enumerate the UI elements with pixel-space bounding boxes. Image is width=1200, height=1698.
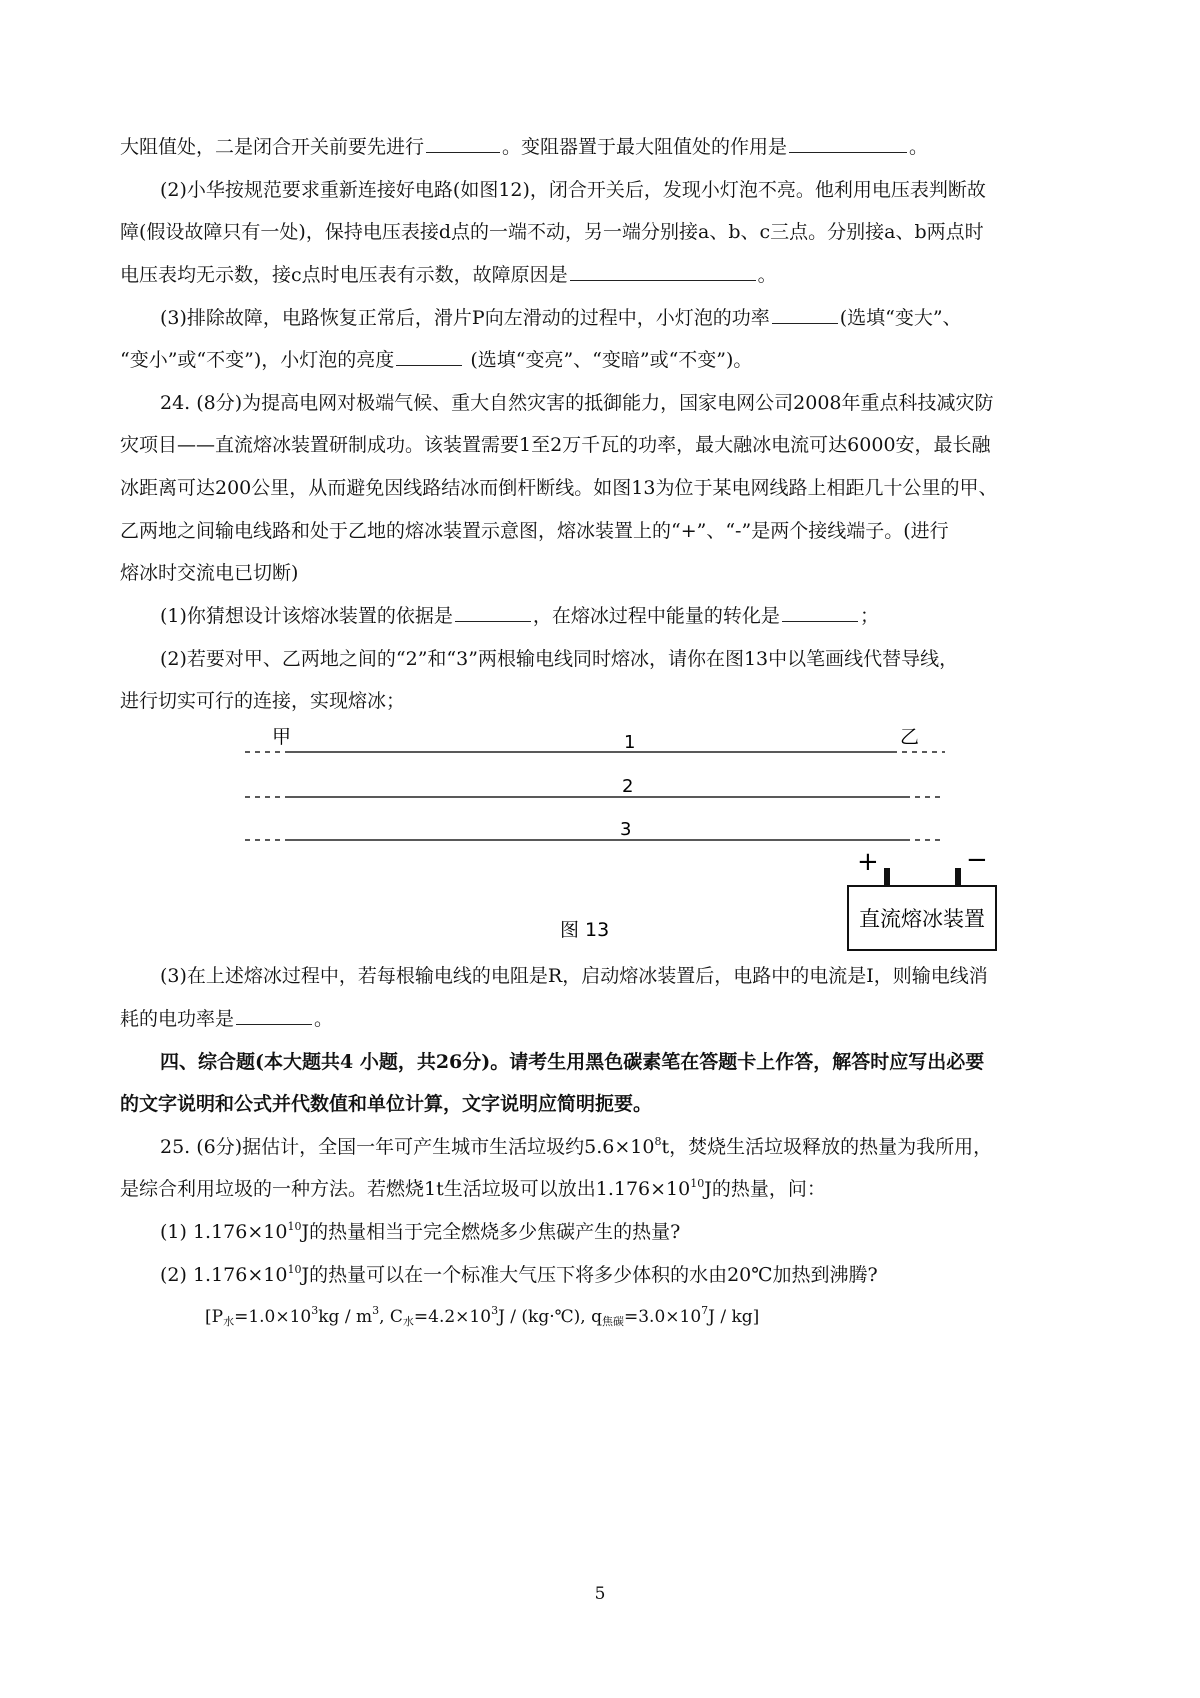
superscript: 3 <box>372 1304 380 1317</box>
q24-line5 <box>120 560 1080 586</box>
answer-blank[interactable] <box>396 347 462 366</box>
q23-part3-line2 <box>120 347 1080 373</box>
subscript: 水 <box>223 1315 235 1328</box>
text: 电压表均无示数，接c点时电压表有示数，故障原因是 <box>120 264 568 286</box>
answer-blank[interactable] <box>570 262 756 281</box>
text: 熔冰时交流电已切断) <box>120 562 299 584</box>
text: (选填“变大”、 <box>839 307 962 329</box>
text: 。 <box>909 136 929 158</box>
wire-1-label: 1 <box>624 732 636 753</box>
text: 是综合利用垃圾的一种方法。若燃烧1t生活垃圾可以放出1.176×10 <box>120 1178 691 1200</box>
q24-part1 <box>160 603 1120 629</box>
q25-part2 <box>160 1262 1120 1288</box>
text: t，焚烧生活垃圾释放的热量为我所用， <box>661 1136 993 1158</box>
superscript: 3 <box>491 1304 499 1317</box>
q25-line1 <box>160 1134 1120 1160</box>
section4-heading-line1 <box>160 1049 1120 1075</box>
figure-13-caption: 图 13 <box>560 919 610 941</box>
text: 大阻值处，二是闭合开关前要先进行 <box>120 136 425 158</box>
text: (3)在上述熔冰过程中，若每根输电线的电阻是R，启动熔冰装置后，电路中的电流是I，则输电线消 <box>160 965 988 987</box>
text: 乙两地之间输电线路和处于乙地的熔冰装置示意图，熔冰装置上的“+”、“-”是两个接线端子。(进行 <box>120 520 949 542</box>
text: 。 <box>314 1008 334 1030</box>
q24-part2-line2 <box>120 688 1080 714</box>
q23-part3-line1 <box>160 305 1120 331</box>
minus-terminal-label: − <box>966 845 988 875</box>
wire-2-label: 2 <box>622 776 634 797</box>
text: J / (kg·℃), q <box>498 1307 602 1327</box>
text: =1.0×10 <box>234 1307 312 1327</box>
plus-terminal[interactable] <box>884 868 890 887</box>
superscript: 10 <box>287 1263 302 1276</box>
answer-blank[interactable] <box>789 134 907 153</box>
text: (2) 1.176×10 <box>160 1264 288 1286</box>
text: 冰距离可达200公里，从而避免因线路结冰而倒杆断线。如图13为位于某电网线路上相距几十公里的甲、 <box>120 477 998 499</box>
superscript: 10 <box>690 1177 705 1190</box>
q23-line1 <box>120 134 1080 160</box>
text: 进行切实可行的连接，实现熔冰； <box>120 690 406 712</box>
text: 四、综合题(本大题共4 小题，共26分)。请考生用黑色碳素笔在答题卡上作答，解答时应写出必要 <box>160 1051 985 1073</box>
text: (1)你猜想设计该熔冰装置的依据是 <box>160 605 453 627</box>
dc-deicing-device-box <box>848 886 996 950</box>
text: (选填“变亮”、“变暗”或“不变”)。 <box>464 349 753 371</box>
q23-part2-line2 <box>120 219 1080 245</box>
text: 25. (6分)据估计，全国一年可产生城市生活垃圾约5.6×10 <box>160 1136 655 1158</box>
answer-blank[interactable] <box>782 603 858 622</box>
answer-blank[interactable] <box>426 134 500 153</box>
text: 的文字说明和公式并代数值和单位计算，文字说明应简明扼要。 <box>120 1093 653 1115</box>
subscript: 水 <box>402 1315 414 1328</box>
subscript: 焦碳 <box>601 1315 624 1328</box>
q23-part2-line3 <box>120 262 1080 288</box>
text: “变小”或“不变”)，小灯泡的亮度 <box>120 349 395 371</box>
plus-terminal-label: + <box>857 847 879 877</box>
dc-deicing-device-label: 直流熔冰装置 <box>859 907 985 931</box>
q23-part2-line1 <box>160 177 1120 203</box>
text: , C <box>379 1307 403 1327</box>
q24-line4 <box>120 518 1080 544</box>
text: [P <box>205 1307 224 1327</box>
q24-line3 <box>120 475 1080 501</box>
text: (2)小华按规范要求重新连接好电路(如图12)，闭合开关后，发现小灯泡不亮。他利用电压表判断故 <box>160 179 986 201</box>
q25-line2 <box>120 1176 1080 1202</box>
text: (3)排除故障，电路恢复正常后，滑片P向左滑动的过程中，小灯泡的功率 <box>160 307 770 329</box>
section4-heading-line2 <box>120 1091 1080 1117</box>
superscript: 7 <box>701 1304 709 1317</box>
superscript: 10 <box>287 1220 302 1233</box>
answer-blank[interactable] <box>236 1006 312 1025</box>
answer-blank[interactable] <box>455 603 531 622</box>
text: =4.2×10 <box>413 1307 492 1327</box>
label-jia: 甲 <box>272 726 292 748</box>
superscript: 3 <box>311 1304 319 1317</box>
q24-line2 <box>120 432 1080 458</box>
text: kg / m <box>318 1307 373 1327</box>
text: 。 <box>757 264 777 286</box>
q25-part1 <box>160 1219 1120 1245</box>
text: J的热量可以在一个标准大气压下将多少体积的水由20℃加热到沸腾? <box>301 1264 878 1286</box>
text: ，在熔冰过程中能量的转化是 <box>532 605 780 627</box>
text: 。变阻器置于最大阻值处的作用是 <box>502 136 788 158</box>
text: J / kg] <box>708 1307 760 1327</box>
text: 24. (8分)为提高电网对极端气候、重大自然灾害的抵御能力，国家电网公司2008年重点科技减灾防 <box>160 392 994 414</box>
answer-blank[interactable] <box>772 305 838 324</box>
text: 耗的电功率是 <box>120 1008 235 1030</box>
text: ； <box>859 605 879 627</box>
q25-constants <box>205 1304 1165 1330</box>
text: =3.0×10 <box>623 1307 702 1327</box>
text: (2)若要对甲、乙两地之间的“2”和“3”两根输电线同时熔冰，请你在图13中以笔画线代替导线， <box>160 648 959 670</box>
text: 灾项目——直流熔冰装置研制成功。该装置需要1至2万千瓦的功率，最大融冰电流可达6000安，最长融 <box>120 434 991 456</box>
q24-part3-line1 <box>160 963 1120 989</box>
q24-part2-line1 <box>160 646 1120 672</box>
text: (1) 1.176×10 <box>160 1221 288 1243</box>
label-yi: 乙 <box>900 726 920 748</box>
superscript: 8 <box>654 1135 662 1148</box>
wire-3-label: 3 <box>620 819 632 840</box>
q24-line1 <box>160 390 1120 416</box>
minus-terminal[interactable] <box>955 868 961 887</box>
text: 障(假设故障只有一处)，保持电压表接d点的一端不动，另一端分别接a、b、c三点。分别接a、b两点时 <box>120 221 984 243</box>
page-number: 5 <box>594 1584 606 1604</box>
text: J的热量相当于完全燃烧多少焦碳产生的热量? <box>301 1221 681 1243</box>
q24-part3-line2 <box>120 1006 1080 1032</box>
text: J的热量，问： <box>704 1178 826 1200</box>
